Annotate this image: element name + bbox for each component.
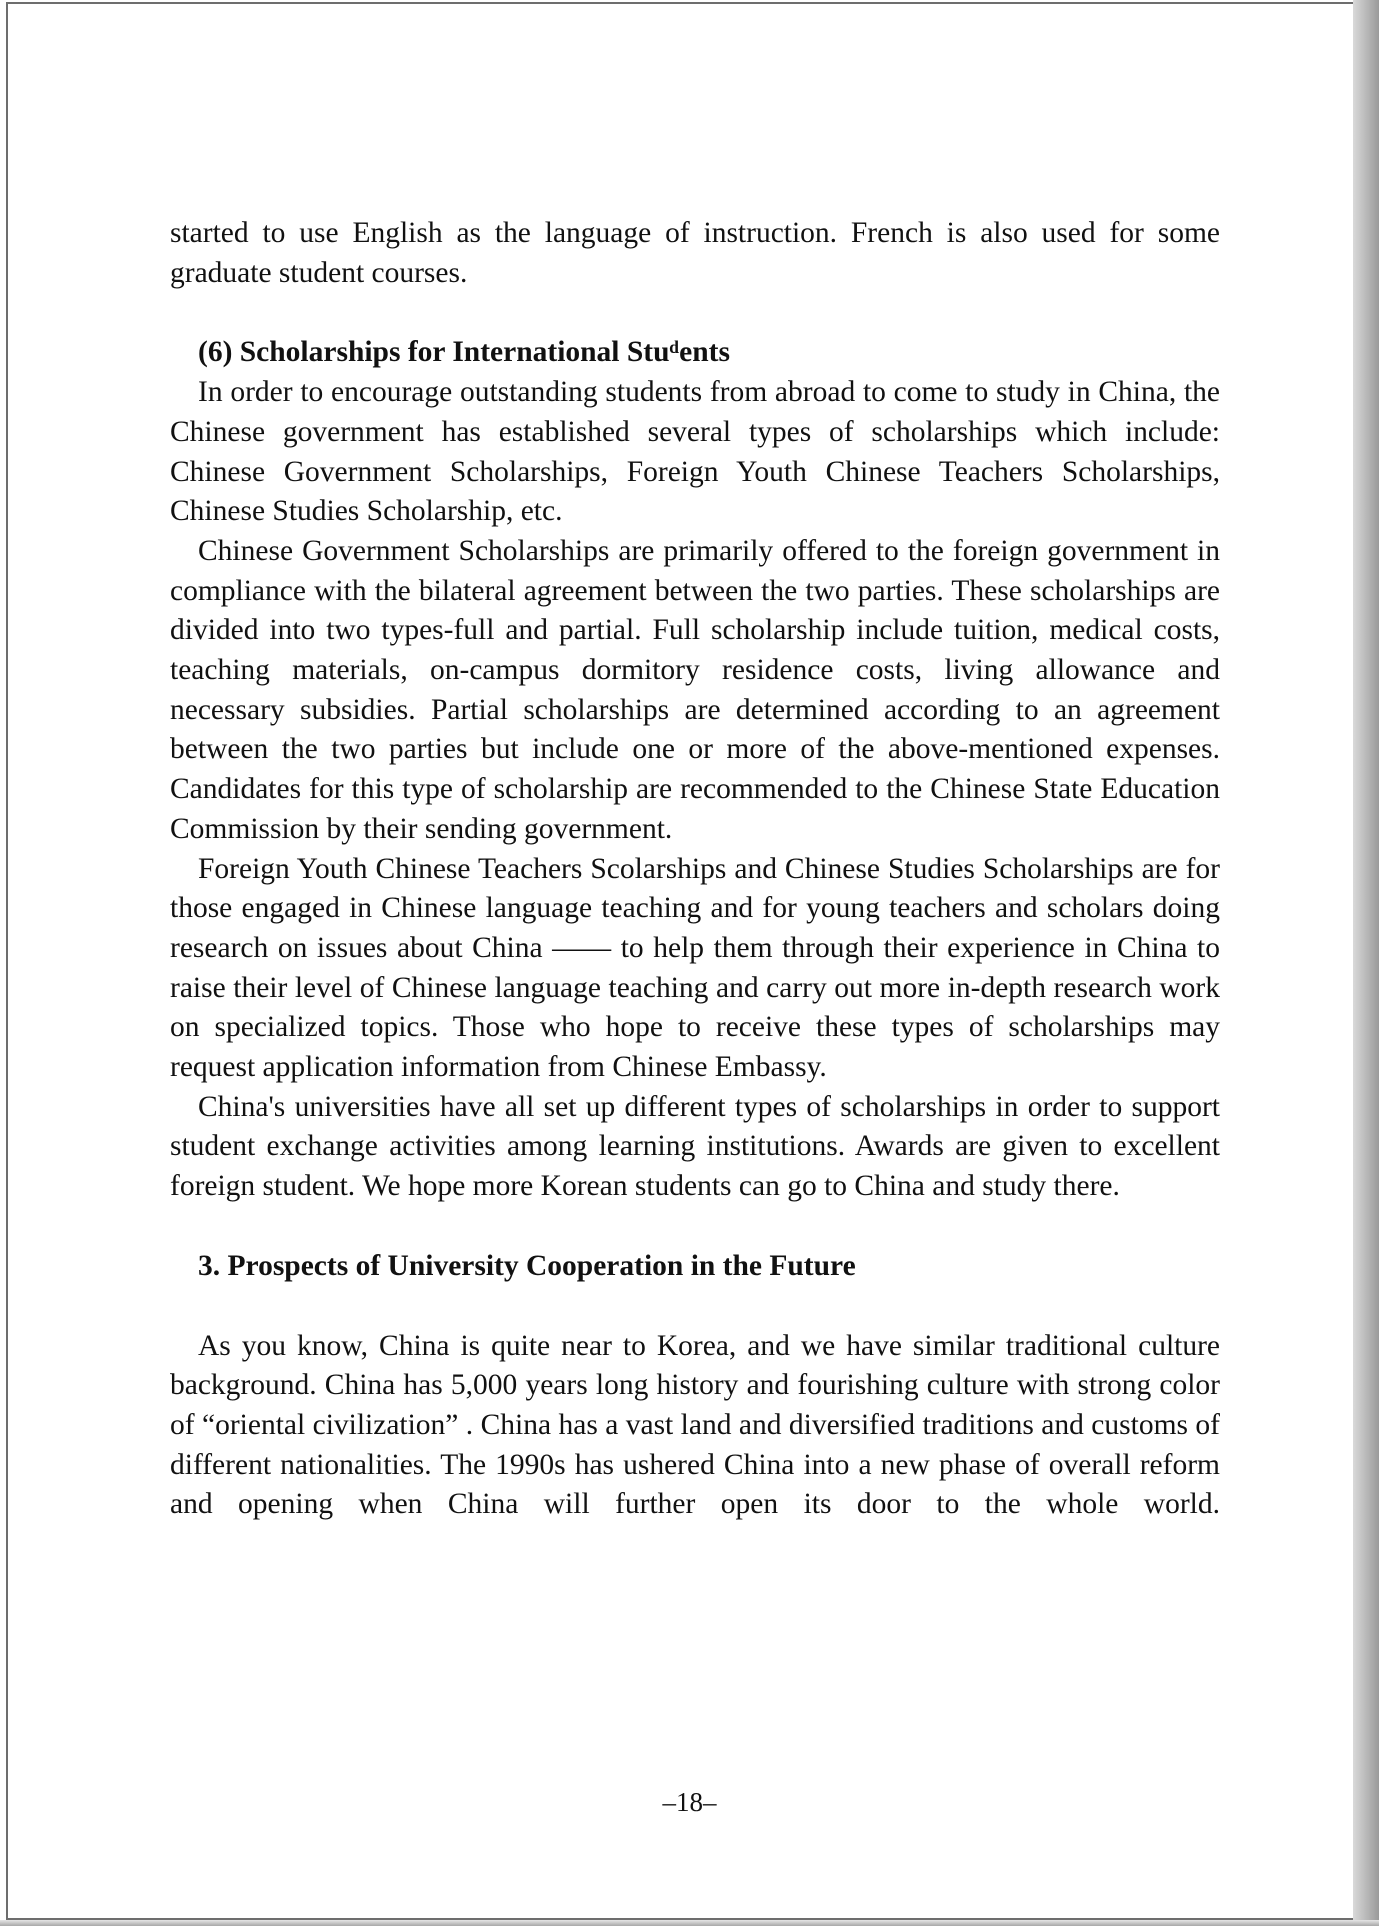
page-edge-shadow <box>1353 0 1379 1926</box>
paragraph-scholarship-types: In order to encourage outstanding students from abroad to come to study in China, the Chinese government has established several types of scholarships which include: Chinese Government Scholarships, Foreign Youth Chinese Teachers Scholarships, Chinese Studies Scholarship, etc. <box>170 376 1220 528</box>
paragraph-university-scholarships: China's universities have all set up different types of scholarships in order to support student exchange activities among learning institutions. Awards are given to excellent foreign student. We hope more Korean students can go to China and study there. <box>170 1090 1220 1203</box>
paragraph-prospects: As you know, China is quite near to Korea, and we have similar traditional culture background. China has 5,000 years long history and fourishing culture with strong color of “oriental civilization” . China has a vast land and diversified traditions and customs of different nationalities. The 1990s has ushered China into a new phase of overall reform and opening when China will further open its door to the whole world. <box>170 1329 1220 1521</box>
spacer <box>170 1207 1220 1247</box>
body-text <box>170 214 1220 1525</box>
paragraph-government-scholarships: Chinese Government Scholarships are primarily offered to the foreign government in compliance with the bilateral agreement between the two parties. These scholarships are divided into two types-full and partial. Full scholarship include tuition, medical costs, teaching materials, on-campus dormitory residence costs, living allowance and necessary subsidies. Partial scholarships are determined according to an agreement between the two parties but include one or more of the above-mentioned expenses. Candidates for this type of scholarship are recommended to the Chinese State Education Commission by their sending government. <box>170 534 1220 845</box>
spacer <box>170 293 1220 333</box>
page-number: –18– <box>662 1787 717 1817</box>
section-heading-prospects: 3. Prospects of University Cooperation in the Future <box>198 1249 856 1282</box>
paragraph-teacher-scholarships: Foreign Youth Chinese Teachers Scolarships and Chinese Studies Scholarships are for those engaged in Chinese language teaching and for young teachers and scholars doing research on issues about China —— to help them through their experience in China to raise their level of Chinese language teaching and carry out more in-depth research work on specialized topics. Those who hope to receive these types of scholarships may request application information from Chinese Embassy. <box>170 852 1220 1084</box>
spacer <box>170 1287 1220 1327</box>
section-heading-scholarships: (6) Scholarships for International Stuᵈents <box>198 336 730 369</box>
paragraph-continuation: started to use English as the language of instruction. French is also used for some graduate student courses. <box>170 217 1220 289</box>
page-bottom-shadow <box>0 1920 1379 1926</box>
